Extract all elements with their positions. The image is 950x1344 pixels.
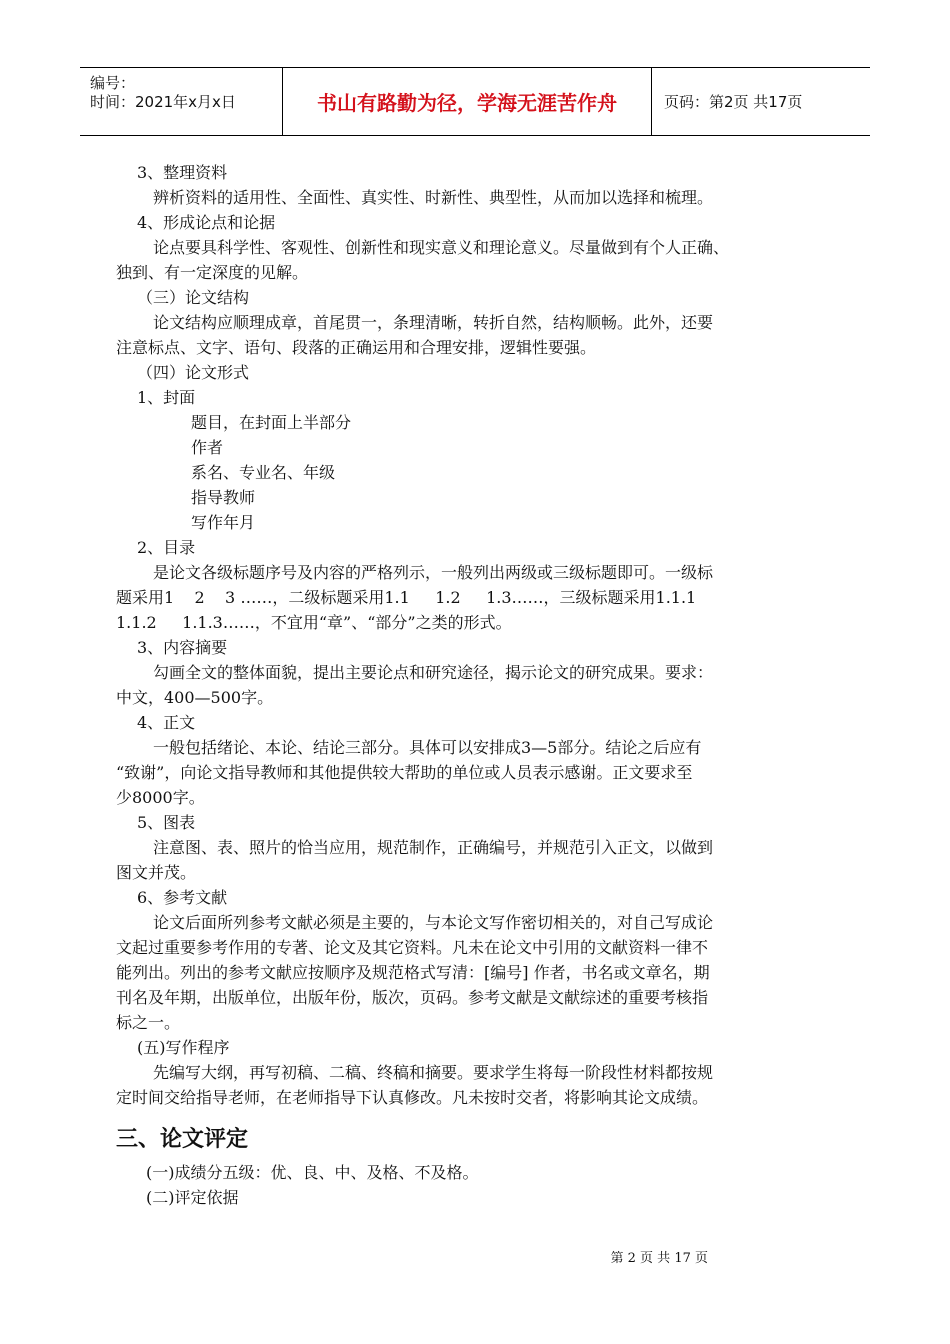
paragraph-line: (二)评定依据 (146, 1188, 239, 1207)
page-header (80, 67, 870, 136)
cover-item: 系名、专业名、年级 (191, 463, 336, 482)
paragraph-line: 1.1.2 1.1.3……，不宜用“章”、“部分”之类的形式。 (116, 613, 512, 632)
document-time-label: 时间：2021年x月x日 (90, 93, 236, 111)
document-number-label: 编号： (90, 74, 136, 92)
subheading: 4、正文 (137, 713, 196, 732)
cover-item: 作者 (191, 438, 224, 457)
subheading: 6、参考文献 (137, 888, 228, 907)
header-page-info: 页码：第2页 共17页 (664, 93, 803, 111)
paragraph-line: 定时间交给指导老师，在老师指导下认真修改。凡未按时交者，将影响其论文成绩。 (116, 1088, 709, 1107)
paragraph-line: 刊名及年期，出版单位，出版年份，版次，页码。参考文献是文献综述的重要考核指 (116, 988, 709, 1007)
paragraph-line: 注意标点、文字、语句、段落的正确运用和合理安排，逻辑性要强。 (116, 338, 597, 357)
section-subheading: （三）论文结构 (137, 288, 250, 307)
section-subheading: (五)写作程序 (137, 1038, 230, 1057)
cover-item: 指导教师 (191, 488, 256, 507)
cover-item: 题目，在封面上半部分 (191, 413, 352, 432)
paragraph-line: 先编写大纲，再写初稿、二稿、终稿和摘要。要求学生将每一阶段性材料都按规 (153, 1063, 714, 1082)
paragraph-line: 论文结构应顺理成章，首尾贯一，条理清晰，转折自然，结构顺畅。此外，还要 (153, 313, 714, 332)
subheading: 4、形成论点和论据 (137, 213, 276, 232)
subheading: 1、封面 (137, 388, 196, 407)
page-footer: 第 2 页 共 17 页 (610, 1251, 708, 1266)
paragraph-line: 图文并茂。 (116, 863, 197, 882)
subheading: 3、内容摘要 (137, 638, 228, 657)
paragraph-line: 是论文各级标题序号及内容的严格列示，一般列出两级或三级标题即可。一级标 (153, 563, 714, 582)
paragraph-line: 标之一。 (116, 1013, 181, 1032)
paragraph-line: 一般包括绪论、本论、结论三部分。具体可以安排成3—5部分。结论之后应有 (153, 738, 702, 757)
subheading: 2、目录 (137, 538, 196, 557)
subheading: 3、整理资料 (137, 163, 228, 182)
header-motto: 书山有路勤为径，学海无涯苦作舟 (283, 68, 652, 135)
section-heading: 三、论文评定 (116, 1127, 249, 1152)
paragraph-line: 独到、有一定深度的见解。 (116, 263, 309, 282)
header-meta-cell (80, 68, 283, 135)
paragraph-line: “致谢”，向论文指导教师和其他提供较大帮助的单位或人员表示感谢。正文要求至 (116, 763, 693, 782)
document-body (116, 160, 840, 1210)
paragraph-line: 少8000字。 (116, 788, 205, 807)
paragraph-line: 论点要具科学性、客观性、创新性和现实意义和理论意义。尽量做到有个人正确、 (153, 238, 730, 257)
paragraph-line: 能列出。列出的参考文献应按顺序及规范格式写清：[编号] 作者，书名或文章名，期 (116, 963, 710, 982)
paragraph-line: 勾画全文的整体面貌，提出主要论点和研究途径，揭示论文的研究成果。要求： (153, 663, 714, 682)
section-subheading: （四）论文形式 (137, 363, 250, 382)
paragraph-line: (一)成绩分五级：优、良、中、及格、不及格。 (146, 1163, 479, 1182)
paragraph-line: 题采用1 2 3 ……，二级标题采用1.1 1.2 1.3……，三级标题采用1.1.1 (116, 588, 697, 607)
paragraph-line: 注意图、表、照片的恰当应用，规范制作，正确编号，并规范引入正文，以做到 (153, 838, 714, 857)
cover-item: 写作年月 (191, 513, 256, 532)
subheading: 5、图表 (137, 813, 196, 832)
paragraph-line: 辨析资料的适用性、全面性、真实性、时新性、典型性，从而加以选择和梳理。 (153, 188, 714, 207)
paragraph-line: 中文，400—500字。 (116, 688, 274, 707)
paragraph-line: 论文后面所列参考文献必须是主要的，与本论文写作密切相关的，对自己写成论 (153, 913, 714, 932)
paragraph-line: 文起过重要参考作用的专著、论文及其它资料。凡未在论文中引用的文献资料一律不 (116, 938, 709, 957)
